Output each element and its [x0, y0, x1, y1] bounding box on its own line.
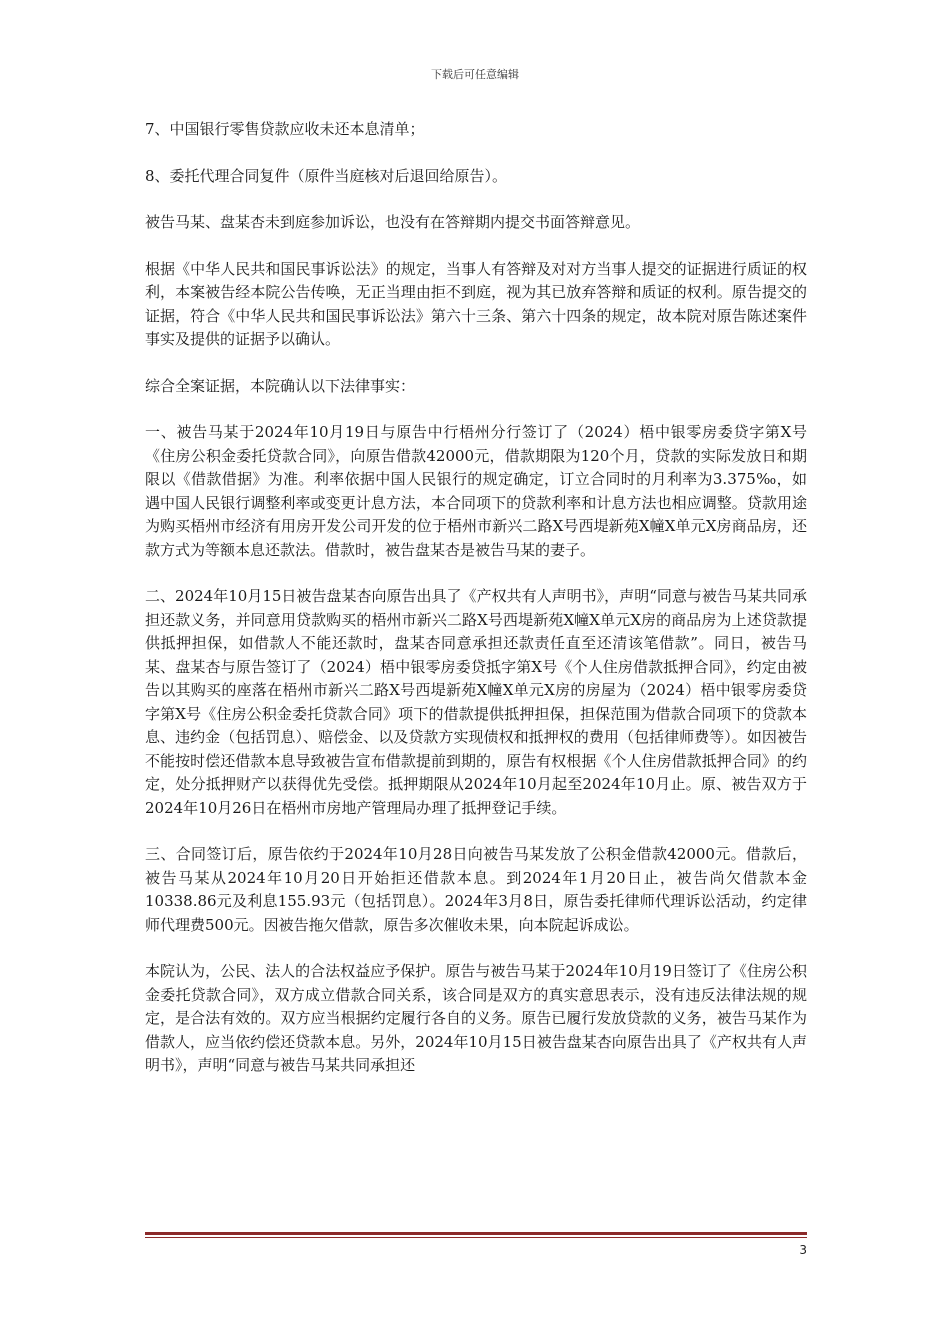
page-header: 下载后可任意编辑 [431, 68, 519, 81]
footer-rule-thin [145, 1237, 807, 1238]
page-number: 3 [799, 1243, 807, 1257]
paragraph-facts-intro: 综合全案证据，本院确认以下法律事实： [145, 376, 416, 395]
paragraph-defendant-absence: 被告马某、盘某杏未到庭参加诉讼，也没有在答辩期内提交书面答辩意见。 [145, 213, 641, 231]
paragraph-court-opinion: 本院认为，公民、法人的合法权益应予保护。原告与被告马某于2024年10月19日签订了《住房公积金委托贷款合同》，双方成立借款合同关系，该合同是双方的真实意思表示，没有违反法律法规的规定，是合法有效的。双方应当根据约定履行各自的义务。原告已履行发放贷款的义务，被告马某作为借款人，应当依约偿还贷款本息。另外，2024年10月15日被告盘某杏向原告出具了《产权共有人声明书》，声明“同意与被告马某共同承担还 [145, 962, 807, 1074]
paragraph-fact-two: 二、2024年10月15日被告盘某杏向原告出具了《产权共有人声明书》，声明“同意与被告马某共同承担还款义务，并同意用贷款购买的梧州市新兴二路X号西堤新苑X幢X单元X房的商品房为上述贷款提供抵押担保，如借款人不能还款时，盘某杏同意承担还款责任直至还清该笔借款”。同日，被告马某、盘某杏与原告签订了（2024）梧中银零房委贷抵字第X号《个人住房借款抵押合同》，约定由被告以其购买的座落在梧州市新兴二路X号西堤新苑X幢X单元X房的房屋为（2024）梧中银零房委贷字第X号《住房公积金委托贷款合同》项下的借款提供抵押担保，担保范围为借款合同项下的贷款本息、违约金（包括罚息）、赔偿金、以及贷款方实现债权和抵押权的费用（包括律师费等）。如因被告不能按时偿还借款本息导致被告宣布借款提前到期的，原告有权根据《个人住房借款抵押合同》的约定，处分抵押财产以获得优先受偿。抵押期限从2024年10月起至2024年10月止。原、被告双方于2024年10月26日在梧州市房地产管理局办理了抵押登记手续。 [145, 587, 807, 817]
paragraph-evidence-7: 7、中国银行零售贷款应收未还本息清单； [145, 120, 425, 138]
paragraph-fact-three: 三、合同签订后，原告依约于2024年10月28日向被告马某发放了公积金借款42000元。借款后，被告马某从2024年10月20日开始拒还借款本息。到2024年1月20日止，被告尚欠借款本金10338.86元及利息155.93元（包括罚息）。2024年3月8日，原告委托律师代理诉讼活动，约定律师代理费500元。因被告拖欠借款，原告多次催收未果，向本院起诉成讼。 [145, 845, 807, 934]
document-body [145, 118, 807, 1101]
paragraph-evidence-8: 8、委托代理合同复件（原件当庭核对后退回给原告）。 [145, 166, 508, 185]
paragraph-legal-basis: 根据《中华人民共和国民事诉讼法》的规定，当事人有答辩及对对方当事人提交的证据进行质证的权利，本案被告经本院公告传唤，无正当理由拒不到庭，视为其已放弃答辩和质证的权利。原告提交的证据，符合《中华人民共和国民事诉讼法》第六十三条、第六十四条的规定，故本院对原告陈述案件事实及提供的证据予以确认。 [145, 259, 807, 348]
paragraph-fact-one: 一、被告马某于2024年10月19日与原告中行梧州分行签订了（2024）梧中银零房委贷字第X号《住房公积金委托贷款合同》，向原告借款42000元，借款期限为120个月，贷款的实际发放日和期限以《借款借据》为准。利率依据中国人民银行的规定确定，订立合同时的月利率为3.375‰，如遇中国人民银行调整利率或变更计息方法，本合同项下的贷款利率和计息方法也相应调整。贷款用途为购买梧州市经济有用房开发公司开发的位于梧州市新兴二路X号西堤新苑X幢X单元X房商品房，还款方式为等额本息还款法。借款时，被告盘某杏是被告马某的妻子。 [145, 423, 807, 559]
footer-rule [145, 1232, 807, 1235]
